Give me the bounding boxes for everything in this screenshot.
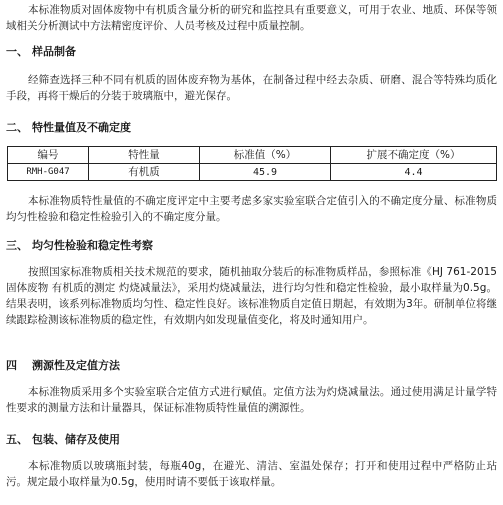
cell-standard-value: 45.9 xyxy=(200,164,331,181)
section-heading-2 xyxy=(6,120,497,136)
section-title: 均匀性检验和稳定性考察 xyxy=(32,239,153,252)
section-number: 三、 xyxy=(6,239,28,252)
header-uncertainty: 扩展不确定度（%） xyxy=(331,147,497,164)
homogeneity-paragraph: 按照国家标准物质相关技术规范的要求，随机抽取分装后的标准物质样品，参照标准《HJ 761-2015固体废物 有机质的测定 灼烧减量法》，采用灼烧减量法，进行均匀性和稳定性检验，最小取样量为0.5g。结果表明，该系列标准物质均匀性、稳定性良好。该标准物质自定值日期起，有效期为3年。研制单位将继续跟踪检测该标准物质的稳定性，有效期内如发现量值变化，将及时通知用户。 xyxy=(6,266,497,326)
section-title: 溯源性及定值方法 xyxy=(32,359,120,372)
uncertainty-paragraph: 本标准物质特性量值的不确定度评定中主要考虑多家实验室联合定值引入的不确定度分量、标准物质均匀性检验和稳定性检验引入的不确定度分量。 xyxy=(6,195,497,223)
table-header-row xyxy=(8,147,497,164)
cell-property: 有机质 xyxy=(89,164,200,181)
storage-paragraph: 本标准物质以玻璃瓶封装，每瓶40g，在避光、清洁、室温处保存；打开和使用过程中严格防止玷污。规定最小取样量为0.5g，使用时请不要低于该取样量。 xyxy=(6,460,497,488)
section-heading-1 xyxy=(6,44,497,60)
table-row xyxy=(8,164,497,181)
property-value-table xyxy=(7,146,497,181)
section-number: 五、 xyxy=(6,433,28,446)
header-standard-value: 标准值（%） xyxy=(200,147,331,164)
intro-paragraph: 本标准物质对固体废物中有机质含量分析的研究和监控具有重要意义，可用于农业、地质、环保等领域相关分析测试中方法精密度评价、人员考核及过程中质量控制。 xyxy=(6,4,497,32)
cell-uncertainty: 4.4 xyxy=(331,164,497,181)
prep-paragraph: 经筛查选择三种不同有机质的固体废弃物为基体，在制备过程中经去杂质、研磨、混合等特殊均质化手段，再将干燥后的分装于玻璃瓶中，避光保存。 xyxy=(6,74,497,102)
section-title: 样品制备 xyxy=(32,45,76,58)
section-heading-4 xyxy=(6,358,497,374)
section-heading-3 xyxy=(6,238,497,254)
traceability-paragraph: 本标准物质采用多个实验室联合定值方式进行赋值。定值方法为灼烧减量法。通过使用满足计量学特性要求的测量方法和计量器具，保证标准物质特性量值的溯源性。 xyxy=(6,386,497,414)
header-property: 特性量 xyxy=(89,147,200,164)
section-number: 四 xyxy=(6,359,17,372)
section-title: 包装、储存及使用 xyxy=(32,433,120,446)
section-number: 二、 xyxy=(6,121,28,134)
section-number: 一、 xyxy=(6,45,28,58)
section-title: 特性量值及不确定度 xyxy=(32,121,131,134)
section-heading-5 xyxy=(6,432,497,448)
header-code: 编号 xyxy=(8,147,89,164)
cell-code: RMH-G047 xyxy=(8,164,89,181)
